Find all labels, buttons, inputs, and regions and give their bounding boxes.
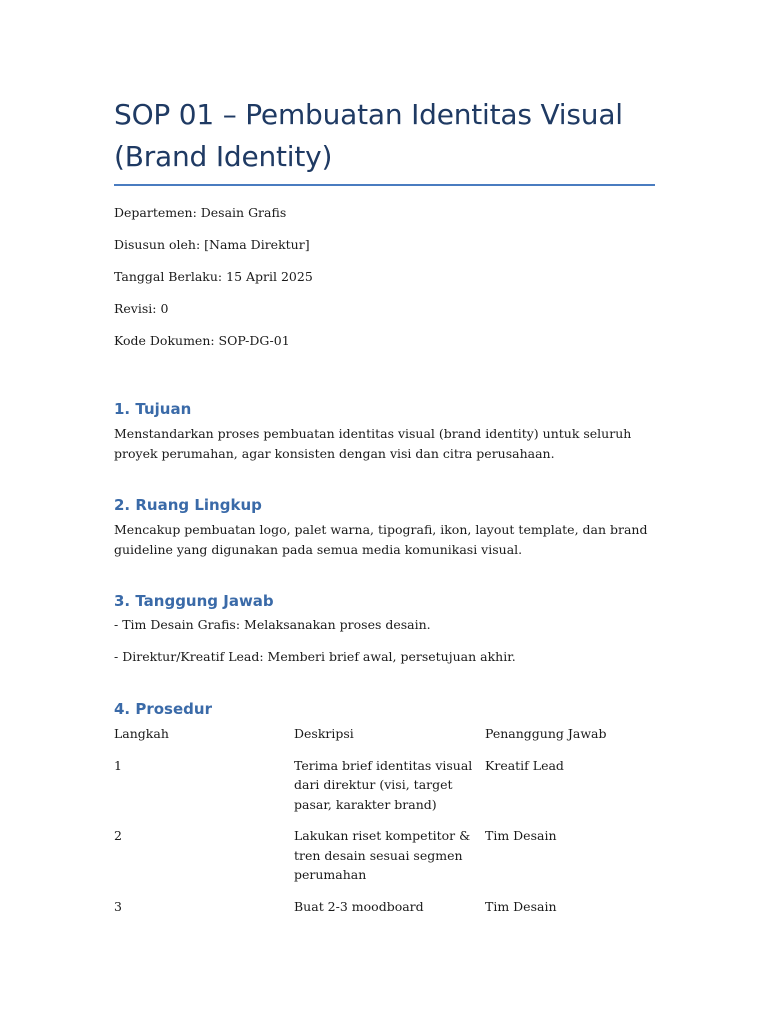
cell-step: 2: [114, 828, 122, 843]
section-heading-ruang-lingkup: 2. Ruang Lingkup: [114, 496, 262, 514]
cell-responsible: Tim Desain: [485, 898, 557, 914]
section-heading-tanggung-jawab: 3. Tanggung Jawab: [114, 592, 274, 610]
meta-document-code: Kode Dokumen: SOP-DG-01: [114, 333, 290, 348]
cell-responsible: Tim Desain: [485, 828, 557, 843]
meta-department: Departemen: Desain Grafis: [114, 205, 287, 220]
section-heading-tujuan: 1. Tujuan: [114, 400, 192, 418]
table-row: [114, 897, 655, 929]
section-tujuan: [114, 398, 655, 464]
column-header-deskripsi: Deskripsi: [294, 726, 354, 741]
column-header-langkah: Langkah: [114, 726, 169, 741]
section-body-tujuan: Menstandarkan proses pembuatan identitas visual (brand identity) untuk seluruh proyek perumahan, agar konsisten dengan visi dan citra perusahaan.: [114, 426, 632, 461]
responsibility-item: - Tim Desain Grafis: Melaksanakan proses desain.: [114, 617, 431, 632]
procedure-table: [114, 724, 655, 928]
cell-description: Lakukan riset kompetitor & tren desain sesuai segmen perumahan: [294, 828, 471, 882]
cell-responsible: Kreatif Lead: [485, 757, 564, 773]
section-tanggung-jawab: [114, 590, 655, 666]
section-body-ruang-lingkup: Mencakup pembuatan logo, palet warna, tipografi, ikon, layout template, dan brand guideline yang digunakan pada semua media komunikasi visual.: [114, 522, 648, 557]
cell-description: Buat 2-3 moodboard: [294, 898, 424, 914]
responsibility-item: - Direktur/Kreatif Lead: Memberi brief awal, persetujuan akhir.: [114, 649, 516, 664]
meta-author: Disusun oleh: [Nama Direktur]: [114, 237, 310, 252]
column-header-penanggung-jawab: Penanggung Jawab: [485, 726, 607, 741]
document-page: [114, 94, 655, 958]
section-heading-prosedur: 4. Prosedur: [114, 700, 212, 718]
section-prosedur: [114, 698, 655, 928]
document-meta: [114, 204, 655, 350]
meta-effective-date: Tanggal Berlaku: 15 April 2025: [114, 269, 313, 284]
section-ruang-lingkup: [114, 494, 655, 560]
cell-step: 3: [114, 898, 122, 914]
table-row: [114, 756, 655, 827]
title-line-1: SOP 01 – Pembuatan Identitas Visual: [114, 98, 623, 131]
title-underline: [114, 184, 655, 186]
title-line-2: (Brand Identity): [114, 140, 333, 173]
table-header-row: [114, 724, 655, 756]
cell-step: 1: [114, 757, 122, 773]
table-row: [114, 826, 655, 897]
cell-description: Terima brief identitas visual dari direktur (visi, target pasar, karakter brand): [294, 757, 473, 812]
meta-revision: Revisi: 0: [114, 301, 169, 316]
document-title: [114, 94, 655, 178]
